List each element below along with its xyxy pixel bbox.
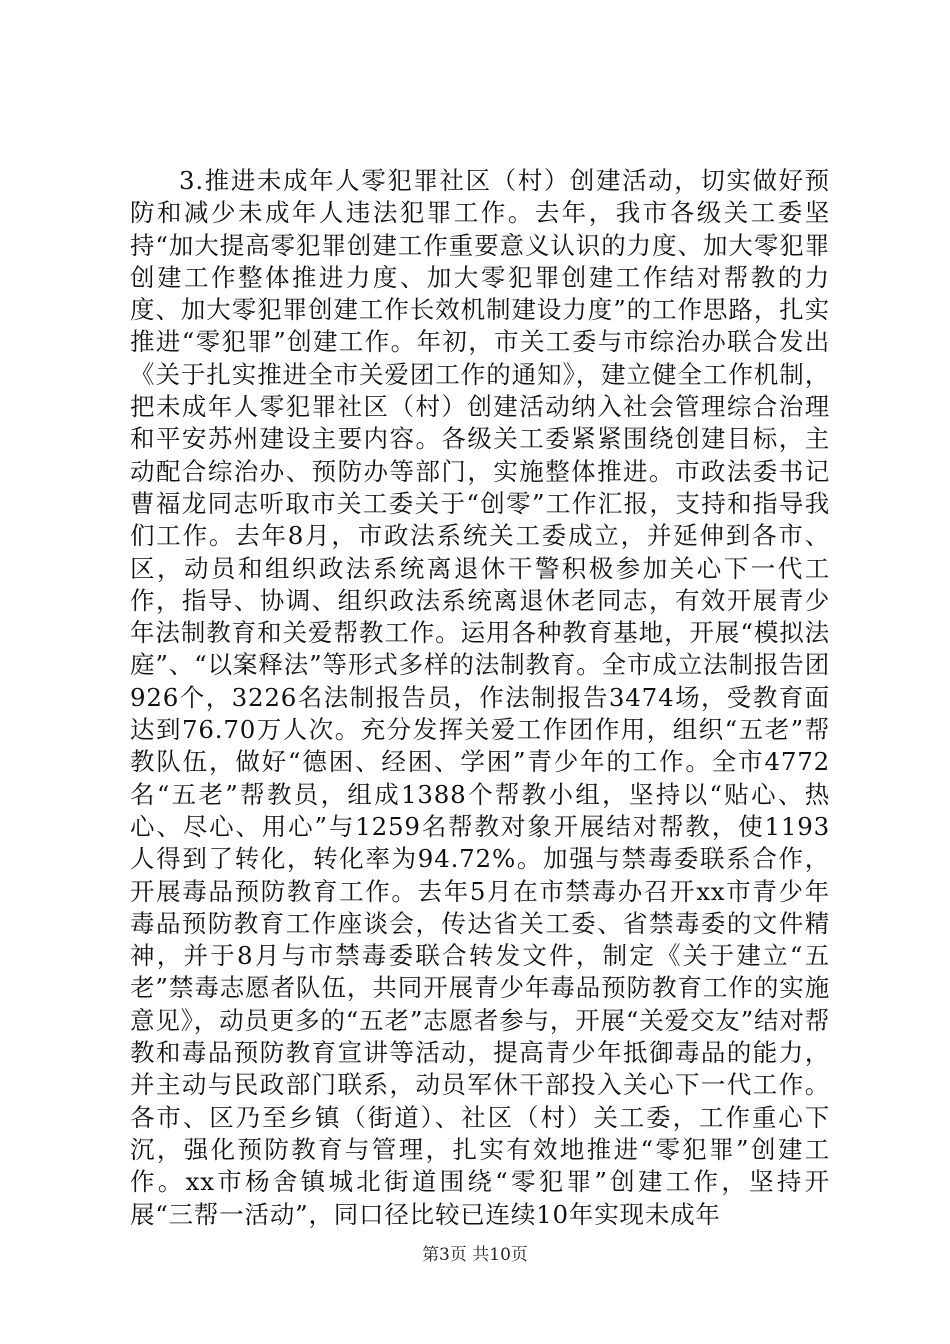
page-number-footer: 第3页 共10页 (422, 1245, 528, 1265)
body-paragraph: 3.推进未成年人零犯罪社区（村）创建活动，切实做好预防和减少未成年人违法犯罪工作。去年，我市各级关工委坚持“加大提高零犯罪创建工作重要意义认识的力度、加大零犯罪创建工作整体推进力度、加大零犯罪创建工作结对帮教的力度、加大零犯罪创建工作长效机制建设力度”的工作思路，扎实推进“零犯罪”创建工作。年初，市关工委与市综治办联合发出《关于扎实推进全市关爱团工作的通知》，建立健全工作机制，把未成年人零犯罪社区（村）创建活动纳入社会管理综合治理和平安苏州建设主要内容。各级关工委紧紧围绕创建目标，主动配合综治办、预防办等部门，实施整体推进。市政法委书记曹福龙同志听取市关工委关于“创零”工作汇报，支持和指导我们工作。去年8月，市政法系统关工委成立，并延伸到各市、区，动员和组织政法系统离退休干警积极参加关心下一代工作，指导、协调、组织政法系统离退休老同志，有效开展青少年法制教育和关爱帮教工作。运用各种教育基地，开展“模拟法庭”、“以案释法”等形式多样的法制教育。全市成立法制报告团926个，3226名法制报告员，作法制报告3474场，受教育面达到76.70万人次。充分发挥关爱工作团作用，组织“五老”帮教队伍，做好“德困、经困、学困”青少年的工作。全市4772名“五老”帮教员，组成1388个帮教小组，坚持以“贴心、热心、尽心、用心”与1259名帮教对象开展结对帮教，使1193人得到了转化，转化率为94.72%。加强与禁毒委联系合作，开展毒品预防教育工作。去年5月在市禁毒办召开xx市青少年毒品预防教育工作座谈会，传达省关工委、省禁毒委的文件精神，并于8月与市禁毒委联合转发文件，制定《关于建立“五老”禁毒志愿者队伍，共同开展青少年毒品预防教育工作的实施意见》，动员更多的“五老”志愿者参与，开展“关爱交友”结对帮教和毒品预防教育宣讲等活动，提高青少年抵御毒品的能力，并主动与民政部门联系，动员军休干部投入关心下一代工作。各市、区乃至乡镇（街道）、社区（村）关工委，工作重心下沉，强化预防教育与管理，扎实有效地推进“零犯罪”创建工作。xx市杨舍镇城北街道围绕“零犯罪”创建工作，坚持开展“三帮一活动”，同口径比较已连续10年实现未成年 (130, 166, 830, 1229)
